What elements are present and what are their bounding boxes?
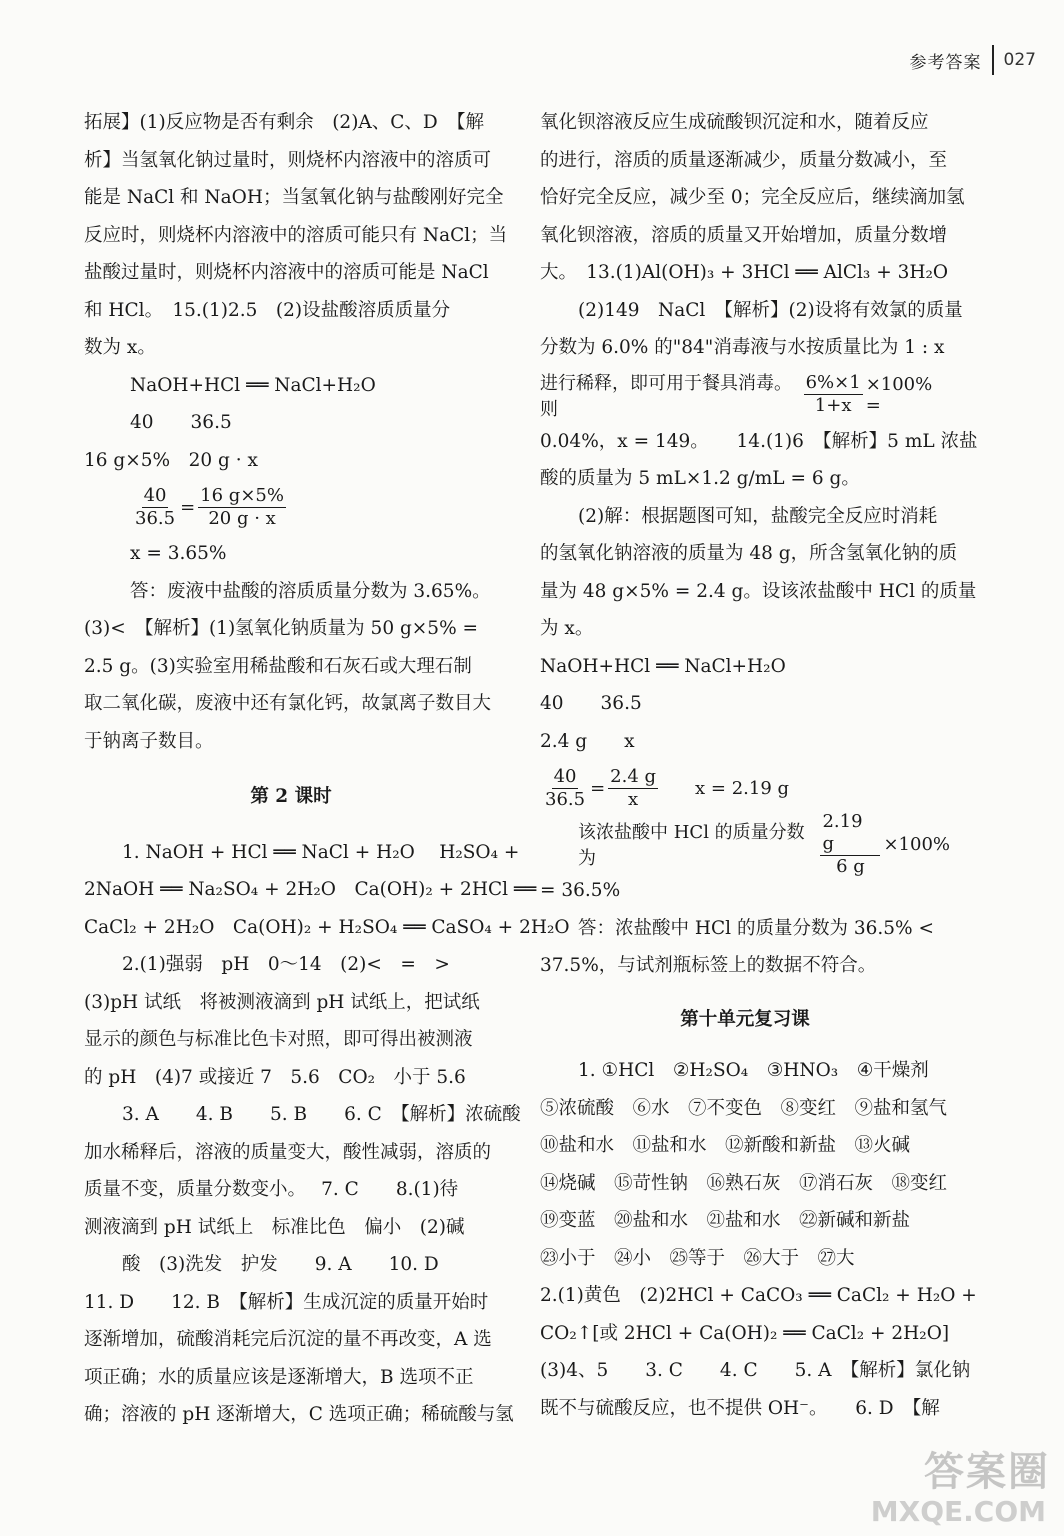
right-column <box>540 104 978 1427</box>
text-line: (3)4、5 3. C 4. C 5. A 【解析】氯化钠 <box>540 1360 971 1381</box>
text-line: 取二氧化碳，废液中还有氯化钙，故氯离子数目大 <box>84 693 492 714</box>
text-line: ⑭烧碱 ⑮苛性钠 ⑯熟石灰 ⑰消石灰 ⑱变红 <box>540 1172 948 1194</box>
text-line: 于钠离子数目。 <box>84 730 214 752</box>
text-line: 盐酸过量时，则烧杯内溶液中的溶质可能是 NaCl <box>84 262 489 283</box>
section-heading: 第十单元复习课 <box>680 1008 810 1030</box>
proportion: $\frac{40}{36.5}$ = $\frac{2.4 g}{x}$ x = 2.19 g <box>545 765 790 810</box>
fraction: $\frac{40}{36.5}$ <box>135 484 176 529</box>
text-line: (2)解：根据题图可知，盐酸完全反应时消耗 <box>578 505 938 527</box>
text-line: 酸的质量为 5 mL×1.2 g/mL = 6 g。 <box>540 468 860 489</box>
equation-mass: 2.4 g x <box>540 730 635 752</box>
text-line: 2.(1)强弱 pH 0～14 (2)< = > <box>122 954 450 975</box>
text-line: ⑩盐和水 ⑪盐和水 ⑫新酸和新盐 ⑬火碱 <box>540 1135 911 1156</box>
text-line: 的 pH (4)7 或接近 7 5.6 CO₂ 小于 5.6 <box>84 1066 466 1088</box>
header-title: 参考答案 <box>909 52 982 73</box>
text-line: 分数为 6.0% 的"84"消毒液与水按质量比为 1 : x <box>540 337 945 358</box>
watermark-logo <box>850 1440 1050 1530</box>
section-heading: 第 2 课时 <box>250 786 332 807</box>
text-line: 量为 48 g×5% = 2.4 g。设该浓盐酸中 HCl 的质量 <box>540 580 977 602</box>
text-line: 拓展】(1)反应物是否有剩余 (2)A、C、D 【解 <box>84 112 485 133</box>
text-line: 测液滴到 pH 试纸上 标准比色 偏小 (2)碱 <box>84 1216 465 1238</box>
equation: NaOH+HCl ══ NaCl+H₂O <box>130 374 376 396</box>
text-line: 11. D 12. B 【解析】生成沉淀的质量开始时 <box>84 1291 489 1313</box>
answer: 答：浓盐酸中 HCl 的质量分数为 36.5% < <box>578 917 934 939</box>
text-line: ⑤浓硫酸 ⑥水 ⑦不变色 ⑧变红 ⑨盐和氢气 <box>540 1097 948 1119</box>
equation: NaOH+HCl ══ NaCl+H₂O <box>540 655 786 677</box>
fraction: $\frac{6\%\times 1}{1+x}$ <box>805 372 861 416</box>
text-line: 1. ①HCl ②H₂SO₄ ③HNO₃ ④干燥剂 <box>578 1060 929 1081</box>
text-line: (3)< 【解析】(1)氢氧化钠质量为 50 g×5% = <box>84 618 479 639</box>
text-line: 逐渐增加，硫酸消耗完后沉淀的量不再改变，A 选 <box>84 1329 492 1350</box>
text-line: ㉓小于 ㉔小 ㉕等于 ㉖大于 ㉗大 <box>540 1247 855 1269</box>
text-line: 氧化钡溶液，溶质的质量又开始增加，质量分数增 <box>540 224 948 246</box>
text-line: CO₂↑[或 2HCl + Ca(OH)₂ ══ CaCl₂ + 2H₂O] <box>540 1322 950 1344</box>
text-line: CaCl₂ + 2H₂O Ca(OH)₂ + H₂SO₄ ══ CaSO₄ + 2H₂O <box>84 916 570 938</box>
text-line: 2NaOH ══ Na₂SO₄ + 2H₂O Ca(OH)₂ + 2HCl ══ <box>84 879 537 900</box>
text-line: 37.5%，与试剂瓶标签上的数据不符合。 <box>540 955 877 976</box>
text-line: 酸 (3)洗发 护发 9. A 10. D <box>122 1254 439 1275</box>
text-line: ⑲变蓝 ⑳盐和水 ㉑盐和水 ㉒新碱和新盐 <box>540 1210 911 1231</box>
equation-mass: 16 g×5% 20 g · x <box>84 449 258 471</box>
result: x = 3.65% <box>130 543 227 564</box>
text-line: 恰好完全反应，减少至 0；完全反应后，继续滴加氢 <box>540 187 965 208</box>
text-line: 2.(1)黄色 (2)2HCl + CaCO₃ ══ CaCl₂ + H₂O + <box>540 1285 977 1306</box>
left-column <box>84 104 570 1434</box>
fraction: $\frac{2.19 g}{6 g}$ <box>820 811 880 878</box>
page-number: 027 <box>1003 50 1036 70</box>
page-header <box>910 44 1036 76</box>
text-line: 的进行，溶质的质量逐渐减少，质量分数减小，至 <box>540 149 948 171</box>
text-line: 氧化钡溶液反应生成硫酸钡沉淀和水，随着反应 <box>540 112 929 133</box>
text-line: 加水稀释后，溶液的质量变大，酸性减弱，溶质的 <box>84 1141 492 1163</box>
text-line: 确；溶液的 pH 逐渐增大，C 选项正确；稀硫酸与氢 <box>84 1404 514 1425</box>
fraction: $\frac{40}{36.5}$ <box>545 765 586 810</box>
text-line: 的氢氧化钠溶液的质量为 48 g，所含氢氧化钠的质 <box>540 543 958 564</box>
text-line: (3)pH 试纸 将被测液滴到 pH 试纸上，把试纸 <box>84 991 480 1013</box>
text-line: 显示的颜色与标准比色卡对照，即可得出被测液 <box>84 1029 473 1050</box>
fraction: $\frac{16 g\times 5\%}{20 g \cdot x}$ <box>200 484 284 529</box>
equation-mass: 40 36.5 <box>540 693 642 714</box>
text-line: 质量不变，质量分数变小。 7. C 8.(1)待 <box>84 1179 459 1200</box>
text-line: 析】当氢氧化钠过量时，则烧杯内溶液中的溶质可 <box>84 149 492 171</box>
text-line: 项正确；水的质量应该是逐渐增大，B 选项不正 <box>84 1366 474 1388</box>
watermark-url: MXQE.COM <box>870 1495 1046 1528</box>
text-line: 数为 x。 <box>84 337 156 358</box>
text-line: 0.04%，x = 149。 14.(1)6 【解析】5 mL 浓盐 <box>540 430 978 452</box>
fraction-line: 进行稀释，即可用于餐具消毒。则 $\frac{6\%\times 1}{1+x}$ ×100% = <box>540 372 933 420</box>
text-line: 反应时，则烧杯内溶液中的溶质可能只有 NaCl；当 <box>84 224 508 246</box>
watermark-text: 答案圈 <box>924 1449 1050 1495</box>
header-divider <box>992 45 994 75</box>
text-line: 既不与硫酸反应，也不提供 OH⁻。 6. D 【解 <box>540 1397 940 1419</box>
fraction-line: 该浓盐酸中 HCl 的质量分数为 $\frac{2.19 g}{6 g}$ ×100% <box>578 810 950 877</box>
proportion: $\frac{40}{36.5}$ = $\frac{16 g\times 5\%}{20 g \cdot x}$ <box>135 484 284 529</box>
text-line: 和 HCl。 15.(1)2.5 (2)设盐酸溶质质量分 <box>84 299 451 321</box>
text-line: 能是 NaCl 和 NaOH；当氢氧化钠与盐酸刚好完全 <box>84 187 504 208</box>
equation-mass: 40 36.5 <box>130 412 232 433</box>
text-line: 3. A 4. B 5. B 6. C 【解析】浓硫酸 <box>122 1104 521 1125</box>
text-line: (2)149 NaCl 【解析】(2)设将有效氯的质量 <box>578 299 963 321</box>
text-line: 大。 13.(1)Al(OH)₃ + 3HCl ══ AlCl₃ + 3H₂O <box>540 262 949 283</box>
text-line: 1. NaOH + HCl ══ NaCl + H₂O H₂SO₄ + <box>122 841 520 863</box>
text-line: 为 x。 <box>540 618 594 639</box>
text-line: = 36.5% <box>540 880 621 901</box>
result: x = 2.19 g <box>695 777 790 799</box>
fraction: $\frac{2.4 g}{x}$ <box>610 765 657 810</box>
text-line: 2.5 g。(3)实验室用稀盐酸和石灰石或大理石制 <box>84 655 472 677</box>
answer: 答：废液中盐酸的溶质质量分数为 3.65%。 <box>130 580 491 602</box>
